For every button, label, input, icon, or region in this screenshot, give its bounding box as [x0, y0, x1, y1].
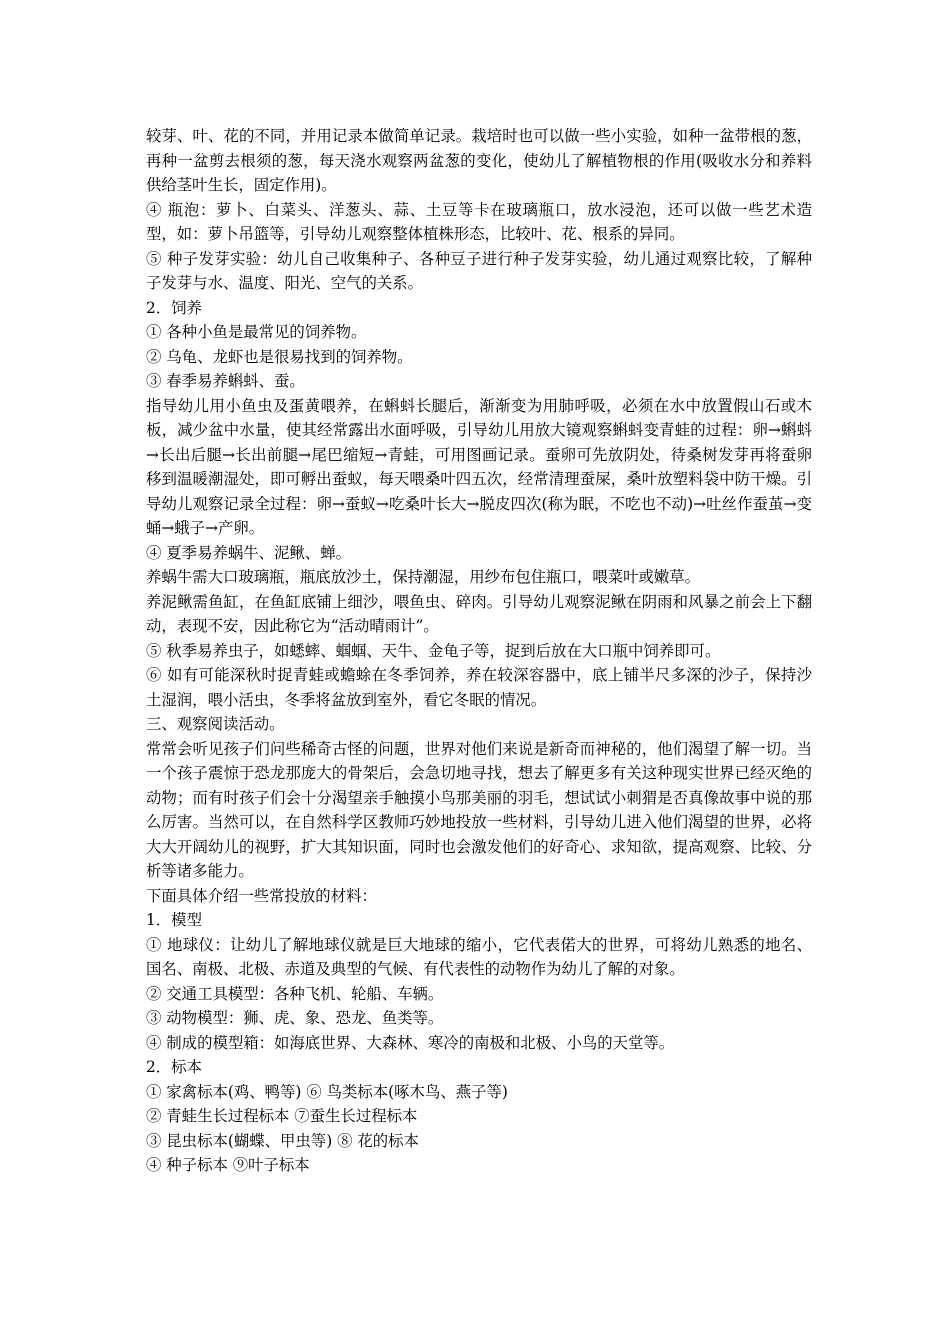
heading-reading-activity: 三、观察阅读活动。 — [146, 715, 285, 733]
paragraph-bottle-soak: ④ 瓶泡：萝卜、白菜头、洋葱头、蒜、土豆等卡在玻璃瓶口，放水浸泡，还可以做一些艺术造型，如：萝卜吊篮等，引导幼儿观察整体植株形态，比较叶、花、根系的异同。 — [146, 200, 812, 243]
paragraph-snail: 养蜗牛需大口玻璃瓶，瓶底放沙土，保持潮湿，用纱布包住瓶口，喂菜叶或嫩草。 — [146, 568, 701, 586]
paragraph-materials-intro: 下面具体介绍一些常投放的材料： — [146, 886, 377, 905]
list-item-summer: ④ 夏季易养蜗牛、泥鳅、蝉。 — [146, 543, 351, 562]
list-item-frog-silkworm: ② 青蛙生长过程标本 ⑦蚕生长过程标本 — [146, 1107, 418, 1125]
list-item-fish: ① 各种小鱼是最常见的饲养物。 — [146, 323, 367, 341]
paragraph-tadpole-silkworm: 指导幼儿用小鱼虫及蛋黄喂养，在蝌蚪长腿后，渐渐变为用肺呼吸，必须在水中放置假山石或木板，减少盆中水量，使其经常露出水面呼吸，引导幼儿用放大镜观察蝌蚪变青蛙的过程：卵→蝌蚪→长出后腿→长出前腿→尾巴缩短→青蛙，可用图画记录。蚕卵可先放阴处，待桑树发芽再将蚕卵移到温暖潮湿处，即可孵出蚕蚁，每天喂桑叶四五次，经常清理蚕屎，桑叶放塑料袋中防干燥。引导幼儿观察记录全过程：卵→蚕蚁→吃桑叶长大→脱皮四次(称为眠，不吃也不动)→吐丝作蚕茧→变蛹→蛾子→产卵。 — [146, 396, 812, 537]
list-item-autumn: ⑤ 秋季易养虫子，如蟋蟀、蝈蝈、天牛、金龟子等，捉到后放在大口瓶中饲养即可。 — [146, 641, 721, 660]
list-item-seed-leaf: ④ 种子标本 ⑨叶子标本 — [146, 1156, 310, 1174]
document-body — [146, 124, 812, 1178]
heading-models: 1．模型 — [146, 911, 202, 929]
list-item-vehicles: ② 交通工具模型：各种飞机、轮船、车辆。 — [146, 984, 444, 1003]
paragraph-loach: 养泥鳅需鱼缸，在鱼缸底铺上细沙，喂鱼虫、碎肉。引导幼儿观察泥鳅在阴雨和风暴之前会上下翻动，表现不安，因此称它为“活动晴雨计”。 — [146, 592, 812, 635]
list-item-model-box: ④ 制成的模型箱：如海底世界、大森林、寒冷的南极和北极、小鸟的天堂等。 — [146, 1033, 675, 1052]
list-item-globe: ① 地球仪：让幼儿了解地球仪就是巨大地球的缩小，它代表偌大的世界，可将幼儿熟悉的地名、国名、南极、北极、赤道及典型的气候、有代表性的动物作为幼儿了解的对象。 — [146, 935, 812, 978]
paragraph-root-function: 较芽、叶、花的不同，并用记录本做简单记录。栽培时也可以做一些小实验，如种一盆带根的葱，再种一盆剪去根须的葱，每天浇水观察两盆葱的变化，使幼儿了解植物根的作用(吸收水分和养料供给茎叶生长，固定作用)。 — [146, 127, 812, 194]
paragraph-curiosity: 常常会听见孩子们问些稀奇古怪的问题，世界对他们来说是新奇而神秘的，他们渴望了解一切。当一个孩子震惊于恐龙那庞大的骨架后，会急切地寻找，想去了解更多有关这种现实世界已经灭绝的动物；而有时孩子们会十分渴望亲手触摸小鸟那美丽的羽毛，想试试小刺猬是否真像故事中说的那么厉害。当然可以，在自然科学区教师巧妙地投放一些材料，引导幼儿进入他们渴望的世界，必将大大开阔幼儿的视野，扩大其知识面，同时也会激发他们的好奇心、求知欲，提高观察、比较、分析等诸多能力。 — [146, 739, 812, 880]
paragraph-seed-germination: ⑤ 种子发芽实验：幼儿自己收集种子、各种豆子进行种子发芽实验，幼儿通过观察比较，了解种子发芽与水、温度、阳光、空气的关系。 — [146, 249, 812, 292]
list-item-poultry-birds: ① 家禽标本(鸡、鸭等) ⑥ 鸟类标本(啄木鸟、燕子等) — [146, 1082, 508, 1101]
list-item-hibernation: ⑥ 如有可能深秋时捉青蛙或蟾蜍在冬季饲养，养在较深容器中，底上铺半尺多深的沙子，保持沙土湿润，喂小活虫，冬季将盆放到室外，看它冬眠的情况。 — [146, 666, 812, 709]
heading-raising: 2．饲养 — [146, 298, 202, 317]
list-item-spring: ③ 春季易养蝌蚪、蚕。 — [146, 372, 305, 390]
heading-specimens: 2．标本 — [146, 1058, 202, 1076]
list-item-animal-models: ③ 动物模型：狮、虎、象、恐龙、鱼类等。 — [146, 1009, 444, 1027]
list-item-turtle: ② 乌龟、龙虾也是很易找到的饲养物。 — [146, 347, 413, 366]
list-item-insect-flower: ③ 昆虫标本(蝴蝶、甲虫等) ⑧ 花的标本 — [146, 1131, 419, 1150]
